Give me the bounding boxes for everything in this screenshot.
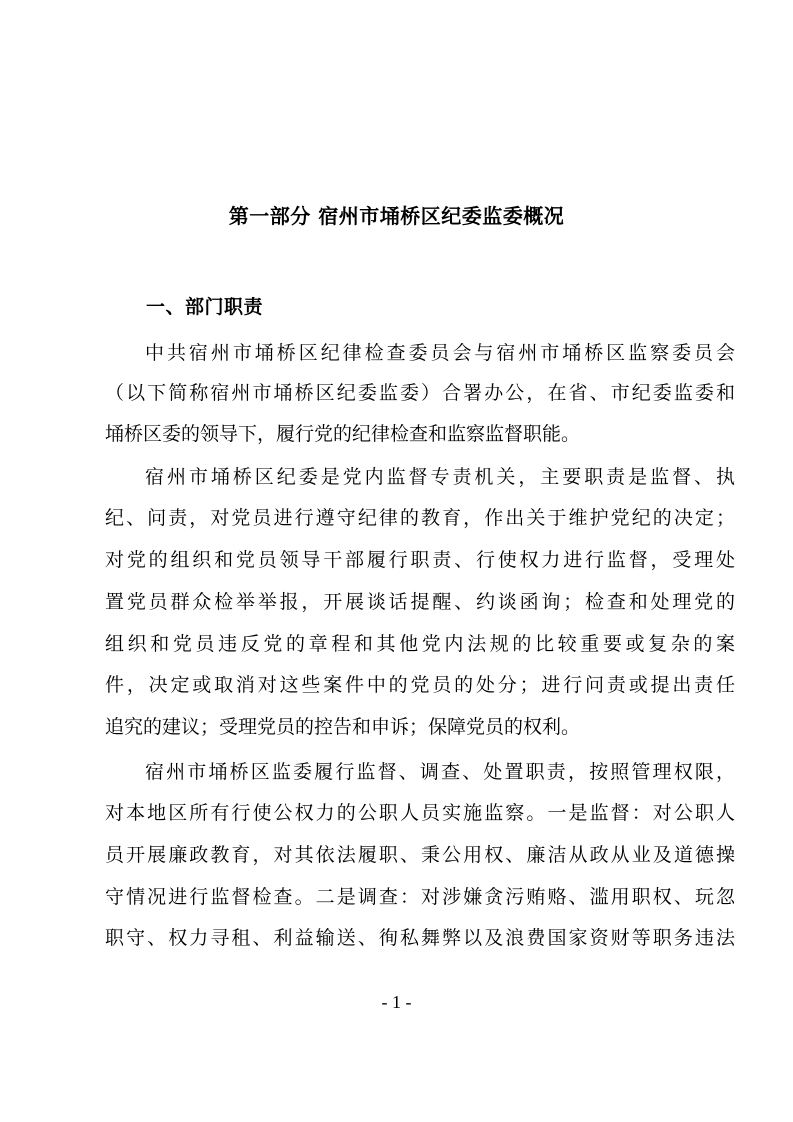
paragraph-line: 守情况进行监督检查。二是调查：对涉嫌贪污贿赂、滥用职权、玩忽 bbox=[105, 886, 735, 908]
paragraph-line: 员开展廉政教育，对其依法履职、秉公用权、廉洁从政从业及道德操 bbox=[105, 844, 735, 866]
paragraph-line: 对党的组织和党员领导干部履行职责、行使权力进行监督，受理处 bbox=[105, 549, 735, 571]
paragraph-line: 件，决定或取消对这些案件中的党员的处分；进行问责或提出责任 bbox=[105, 674, 735, 696]
paragraph-line: 置党员群众检举举报，开展谈话提醒、约谈函询；检查和处理党的 bbox=[105, 591, 735, 613]
paragraph-line: 追究的建议；受理党员的控告和申诉；保障党员的权利。 bbox=[105, 716, 581, 738]
page-title: 第一部分 宿州市埇桥区纪委监委概况 bbox=[228, 204, 565, 228]
paragraph-line: 宿州市埇桥区监委履行监督、调查、处置职责，按照管理权限， bbox=[145, 761, 735, 783]
paragraph-line: （以下简称宿州市埇桥区纪委监委）合署办公，在省、市纪委监委和 bbox=[105, 382, 735, 404]
page-number: - 1 - bbox=[381, 992, 412, 1012]
paragraph-line: 中共宿州市埇桥区纪律检查委员会与宿州市埇桥区监察委员会 bbox=[145, 342, 735, 364]
paragraph-line: 组织和党员违反党的章程和其他党内法规的比较重要或复杂的案 bbox=[105, 633, 735, 655]
section-heading: 一、部门职责 bbox=[146, 296, 264, 318]
paragraph-line: 纪、问责，对党员进行遵守纪律的教育，作出关于维护党纪的决定； bbox=[105, 507, 735, 529]
paragraph-line: 对本地区所有行使公权力的公职人员实施监察。一是监督：对公职人 bbox=[105, 802, 735, 824]
paragraph-line: 职守、权力寻租、利益输送、徇私舞弊以及浪费国家资财等职务违法 bbox=[105, 927, 735, 949]
paragraph-line: 埇桥区委的领导下，履行党的纪律检查和监察监督职能。 bbox=[105, 423, 581, 445]
paragraph-line: 宿州市埇桥区纪委是党内监督专责机关，主要职责是监督、执 bbox=[145, 466, 735, 488]
